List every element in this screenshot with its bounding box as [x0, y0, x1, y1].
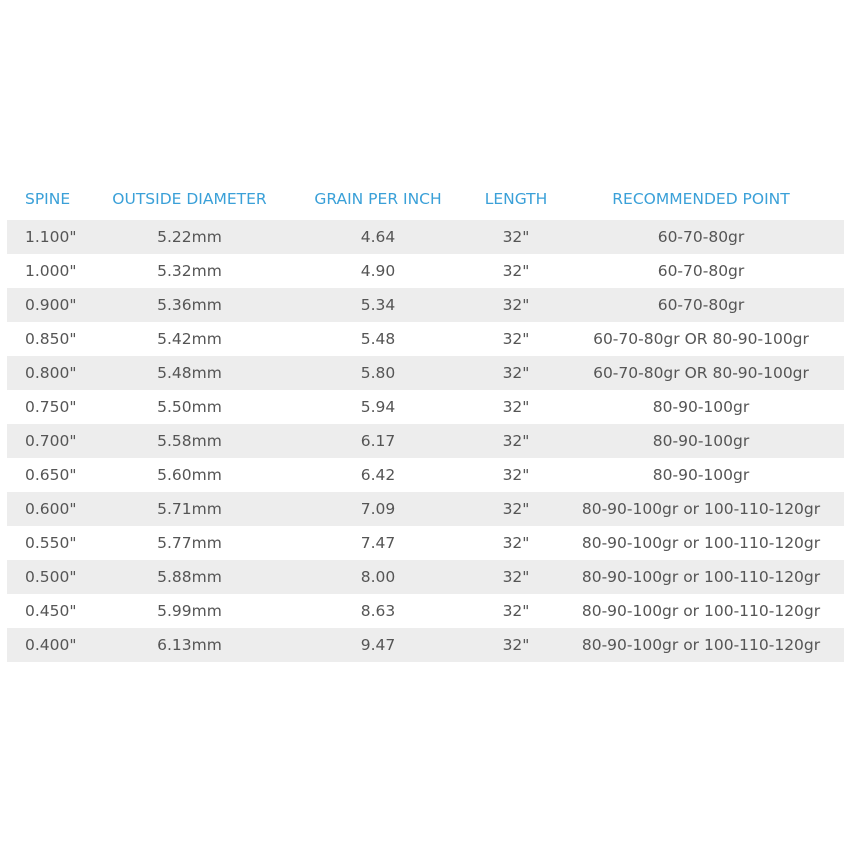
table-body: [7, 220, 844, 662]
cell-recommended-point: 80-90-100gr or 100-110-120gr: [558, 560, 844, 594]
cell-outside-diameter: 5.60mm: [97, 458, 282, 492]
cell-outside-diameter: 5.99mm: [97, 594, 282, 628]
cell-length: 32": [474, 492, 558, 526]
header-grain-per-inch: GRAIN PER INCH: [314, 190, 442, 208]
cell-spine: 0.700": [7, 424, 97, 458]
table-row: [7, 288, 844, 322]
cell-spine: 0.400": [7, 628, 97, 662]
table-row: [7, 390, 844, 424]
cell-spine: 0.850": [7, 322, 97, 356]
cell-grain-per-inch: 7.09: [282, 492, 474, 526]
cell-recommended-point: 80-90-100gr or 100-110-120gr: [558, 594, 844, 628]
cell-spine: 0.600": [7, 492, 97, 526]
table-row: [7, 594, 844, 628]
cell-length: 32": [474, 356, 558, 390]
cell-grain-per-inch: 9.47: [282, 628, 474, 662]
cell-grain-per-inch: 5.80: [282, 356, 474, 390]
cell-recommended-point: 80-90-100gr: [558, 390, 844, 424]
cell-outside-diameter: 5.36mm: [97, 288, 282, 322]
cell-length: 32": [474, 254, 558, 288]
cell-grain-per-inch: 6.17: [282, 424, 474, 458]
cell-outside-diameter: 5.77mm: [97, 526, 282, 560]
table-row: [7, 628, 844, 662]
header-row: [7, 178, 844, 220]
cell-recommended-point: 60-70-80gr: [558, 220, 844, 254]
cell-length: 32": [474, 526, 558, 560]
header-outside-diameter: OUTSIDE DIAMETER: [112, 190, 267, 208]
cell-outside-diameter: 5.88mm: [97, 560, 282, 594]
cell-grain-per-inch: 6.42: [282, 458, 474, 492]
cell-recommended-point: 80-90-100gr: [558, 424, 844, 458]
cell-spine: 0.750": [7, 390, 97, 424]
cell-recommended-point: 60-70-80gr: [558, 288, 844, 322]
cell-grain-per-inch: 8.63: [282, 594, 474, 628]
cell-recommended-point: 60-70-80gr OR 80-90-100gr: [558, 322, 844, 356]
cell-grain-per-inch: 4.64: [282, 220, 474, 254]
cell-outside-diameter: 5.42mm: [97, 322, 282, 356]
cell-length: 32": [474, 322, 558, 356]
cell-spine: 0.550": [7, 526, 97, 560]
cell-outside-diameter: 5.71mm: [97, 492, 282, 526]
cell-length: 32": [474, 594, 558, 628]
header-length: LENGTH: [484, 190, 548, 208]
header-recommended-point: RECOMMENDED POINT: [612, 190, 790, 208]
cell-outside-diameter: 5.58mm: [97, 424, 282, 458]
cell-grain-per-inch: 5.34: [282, 288, 474, 322]
table-row: [7, 356, 844, 390]
cell-length: 32": [474, 390, 558, 424]
cell-recommended-point: 80-90-100gr: [558, 458, 844, 492]
cell-recommended-point: 80-90-100gr or 100-110-120gr: [558, 628, 844, 662]
cell-spine: 1.100": [7, 220, 97, 254]
cell-spine: 0.500": [7, 560, 97, 594]
table-header: [7, 178, 844, 220]
cell-spine: 1.000": [7, 254, 97, 288]
cell-length: 32": [474, 458, 558, 492]
cell-recommended-point: 60-70-80gr: [558, 254, 844, 288]
table-row: [7, 492, 844, 526]
cell-length: 32": [474, 560, 558, 594]
cell-length: 32": [474, 424, 558, 458]
cell-grain-per-inch: 4.90: [282, 254, 474, 288]
cell-grain-per-inch: 8.00: [282, 560, 474, 594]
table-row: [7, 424, 844, 458]
cell-grain-per-inch: 5.94: [282, 390, 474, 424]
cell-grain-per-inch: 7.47: [282, 526, 474, 560]
cell-outside-diameter: 5.50mm: [97, 390, 282, 424]
cell-spine: 0.800": [7, 356, 97, 390]
table-row: [7, 254, 844, 288]
header-spine: SPINE: [25, 190, 71, 208]
cell-outside-diameter: 5.32mm: [97, 254, 282, 288]
table-row: [7, 322, 844, 356]
cell-spine: 0.900": [7, 288, 97, 322]
cell-spine: 0.650": [7, 458, 97, 492]
cell-recommended-point: 80-90-100gr or 100-110-120gr: [558, 492, 844, 526]
table-row: [7, 220, 844, 254]
cell-outside-diameter: 5.22mm: [97, 220, 282, 254]
arrow-spec-table: [7, 178, 844, 662]
cell-grain-per-inch: 5.48: [282, 322, 474, 356]
cell-spine: 0.450": [7, 594, 97, 628]
cell-length: 32": [474, 288, 558, 322]
cell-length: 32": [474, 220, 558, 254]
cell-outside-diameter: 6.13mm: [97, 628, 282, 662]
cell-recommended-point: 60-70-80gr OR 80-90-100gr: [558, 356, 844, 390]
cell-length: 32": [474, 628, 558, 662]
cell-recommended-point: 80-90-100gr or 100-110-120gr: [558, 526, 844, 560]
cell-outside-diameter: 5.48mm: [97, 356, 282, 390]
table-row: [7, 560, 844, 594]
table-row: [7, 458, 844, 492]
table-row: [7, 526, 844, 560]
